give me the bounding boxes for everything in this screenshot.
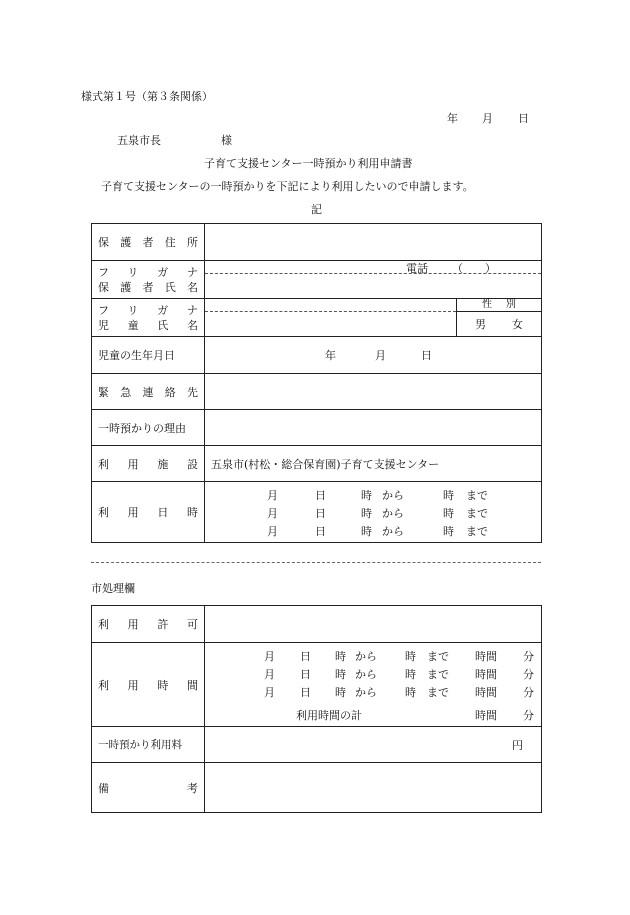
gender-male[interactable]: 男 [475, 318, 486, 331]
permission-field[interactable] [205, 606, 542, 643]
honorific: 様 [221, 134, 232, 147]
usage-datetime-month: 月 [267, 507, 278, 520]
usage-datetime-to: まで [466, 525, 488, 538]
child-name-label [92, 299, 205, 337]
usage-datetime-month: 月 [267, 525, 278, 538]
child-name-field[interactable] [205, 299, 542, 337]
usage-datetime-day: 日 [315, 525, 326, 538]
usage-time-to: まで [427, 686, 449, 699]
emergency-contact-field[interactable] [205, 374, 542, 410]
date-day: 日 [518, 112, 529, 125]
child-furigana-label: フリガナ [98, 303, 198, 317]
usage-datetime-hour-to: 時 [443, 525, 454, 538]
intro-text: 子育て支援センターの一時預かりを下記により利用したいので申請します。 [101, 180, 474, 193]
usage-time-hours: 時間 [475, 668, 497, 681]
usage-datetime-hour-from: 時 [361, 525, 372, 538]
fee-label: 一時預かり利用料 [92, 727, 205, 763]
usage-time-minutes: 分 [523, 668, 534, 681]
usage-datetime-to: まで [466, 489, 488, 502]
phone-label: 電話 [406, 262, 428, 275]
birth-year: 年 [325, 349, 336, 362]
usage-datetime-field[interactable] [205, 482, 542, 543]
usage-datetime-to: まで [466, 507, 488, 520]
fee-field[interactable] [205, 727, 542, 763]
permission-label: 利用許可 [92, 606, 205, 643]
usage-total-hours: 時間 [475, 709, 497, 722]
section-divider [91, 562, 541, 563]
birthdate-field[interactable] [205, 337, 542, 374]
birth-month: 月 [375, 349, 386, 362]
remarks-label: 備考 [92, 763, 205, 813]
usage-time-hour-to: 時 [405, 668, 416, 681]
usage-time-minutes: 分 [523, 650, 534, 663]
gender-box [456, 299, 541, 336]
usage-datetime-day: 日 [315, 507, 326, 520]
fee-unit: 円 [512, 738, 523, 752]
guardian-name-label [92, 261, 205, 299]
usage-time-hour-to: 時 [405, 650, 416, 663]
usage-time-from: から [355, 686, 377, 699]
usage-time-hour-from: 時 [335, 686, 346, 699]
form-number: 様式第１号（第３条関係） [81, 90, 213, 103]
usage-time-field[interactable] [205, 643, 542, 727]
usage-time-day: 日 [300, 668, 311, 681]
usage-time-to: まで [427, 668, 449, 681]
child-furigana-divider [205, 311, 456, 312]
facility-label: 利用施設 [92, 446, 205, 482]
guardian-name-field[interactable] [205, 261, 542, 299]
guardian-address-field[interactable] [205, 224, 542, 275]
date-month: 月 [482, 112, 493, 125]
birth-day: 日 [421, 349, 432, 362]
ki-heading: 記 [311, 203, 322, 216]
usage-time-hour-from: 時 [335, 668, 346, 681]
usage-total-minutes: 分 [523, 709, 534, 722]
child-name-text: 児童氏名 [98, 318, 198, 332]
usage-time-from: から [355, 650, 377, 663]
usage-time-month: 月 [264, 668, 275, 681]
reason-label: 一時預かりの理由 [92, 410, 205, 446]
facility-value: 五泉市(村松・総合保育園)子育て支援センター [205, 446, 542, 482]
usage-datetime-from: から [382, 507, 404, 520]
guardian-furigana-label: フリガナ [98, 265, 198, 279]
usage-time-hour-to: 時 [405, 686, 416, 699]
usage-datetime-month: 月 [267, 489, 278, 502]
emergency-contact-label: 緊急連絡先 [92, 374, 205, 410]
usage-time-hour-from: 時 [335, 650, 346, 663]
usage-datetime-from: から [382, 525, 404, 538]
addressee: 五泉市長 [117, 134, 161, 147]
guardian-furigana-divider [205, 273, 541, 274]
usage-time-minutes: 分 [523, 686, 534, 699]
usage-datetime-hour-from: 時 [361, 489, 372, 502]
usage-time-day: 日 [300, 686, 311, 699]
usage-time-to: まで [427, 650, 449, 663]
city-section-heading: 市処理欄 [91, 582, 135, 595]
gender-female[interactable]: 女 [512, 318, 523, 331]
birthdate-label: 児童の生年月日 [92, 337, 205, 374]
phone-paren: （ ） [452, 262, 496, 275]
remarks-field[interactable] [205, 763, 542, 813]
gender-label: 性別 [457, 299, 541, 312]
usage-time-day: 日 [300, 650, 311, 663]
usage-datetime-hour-to: 時 [443, 507, 454, 520]
usage-total-label: 利用時間の計 [296, 709, 362, 722]
usage-time-label: 利用時間 [92, 643, 205, 727]
usage-time-hours: 時間 [475, 650, 497, 663]
usage-time-month: 月 [264, 650, 275, 663]
usage-datetime-hour-from: 時 [361, 507, 372, 520]
reason-field[interactable] [205, 410, 542, 446]
usage-datetime-day: 日 [315, 489, 326, 502]
date-year: 年 [447, 112, 458, 125]
city-processing-table [91, 605, 542, 813]
application-table [91, 223, 542, 543]
usage-time-from: から [355, 668, 377, 681]
usage-datetime-label: 利用日時 [92, 482, 205, 543]
guardian-address-label: 保護者住所 [92, 224, 205, 261]
usage-time-month: 月 [264, 686, 275, 699]
guardian-name-text: 保護者氏名 [98, 280, 198, 294]
document-title: 子育て支援センター一時預かり利用申請書 [204, 157, 413, 170]
usage-datetime-hour-to: 時 [443, 489, 454, 502]
usage-time-hours: 時間 [475, 686, 497, 699]
usage-datetime-from: から [382, 489, 404, 502]
